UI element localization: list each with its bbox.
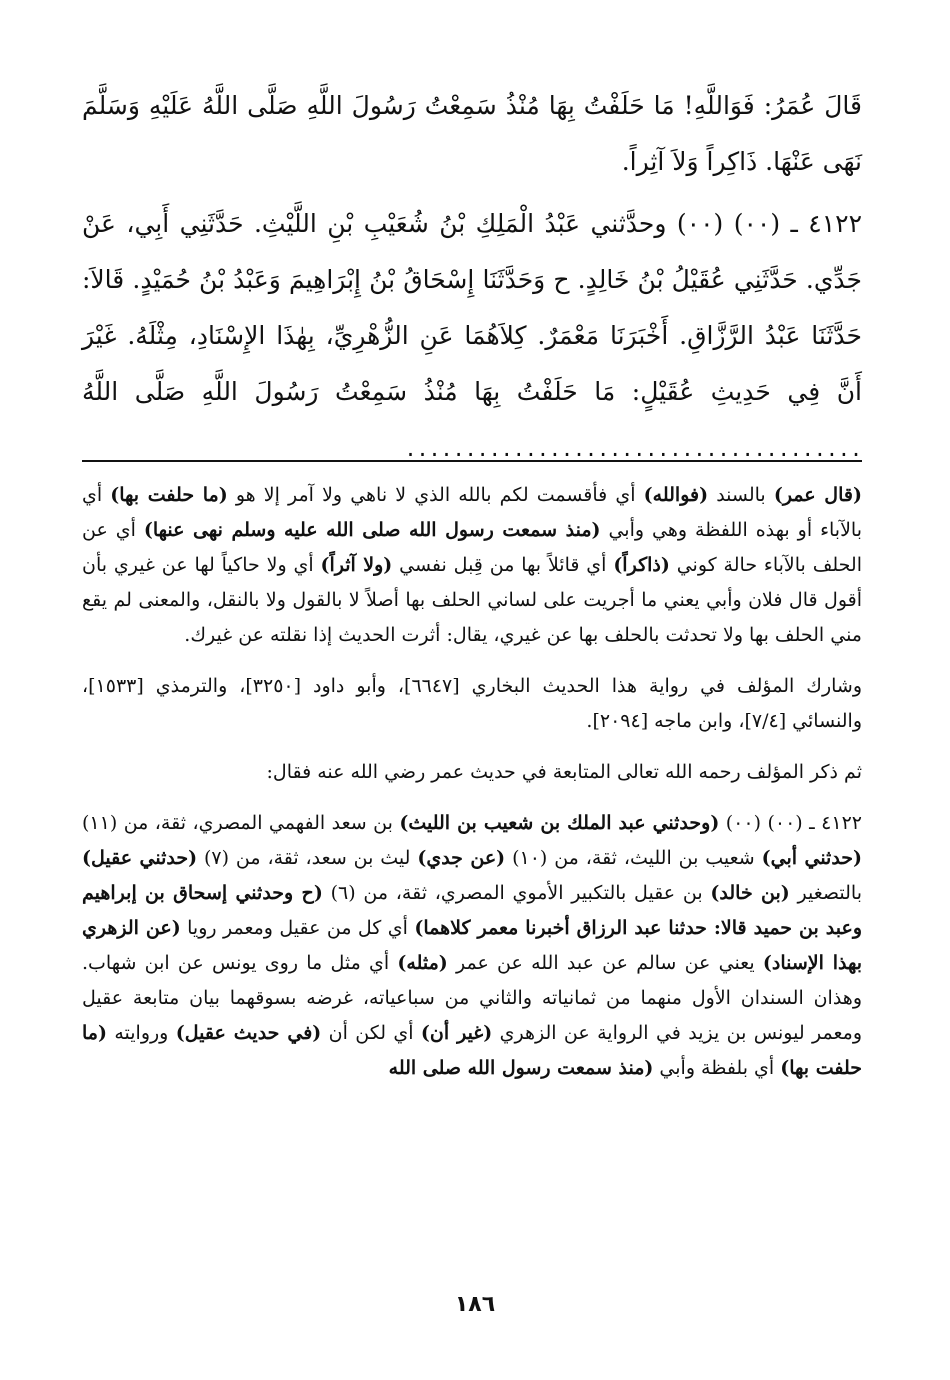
commentary-run: أي لكن أن: [321, 1022, 421, 1044]
footnote-divider: [82, 460, 862, 462]
bold-quote: (ما حلفت بها): [110, 484, 228, 506]
hadith-isnad-text: ٤١٢٢ ـ (٠٠) (٠٠) وحدَّثني عَبْدُ الْمَلِكِ بْنُ شُعَيْبِ بْنِ اللَّيْثِ. حَدَّثَنِي أَبِي، عَنْ جَدِّي. حَدَّثَنِي عُقَيْلُ بْنُ خَالِدٍ. ح وَحَدَّثَنَا إِسْحَاقُ بْنُ إِبْرَاهِيمَ وَعَبْدُ بْنُ حُمَيْدٍ. قَالاَ: حَدَّثَنَا عَبْدُ الرَّزَّاقِ. أَخْبَرَنَا مَعْمَرٌ. كِلاَهُمَا عَنِ الزُّهْرِيِّ، بِهٰذَا الإِسْنَادِ، مِثْلَهُ. غَيْرَ أَنَّ فِي حَدِيثِ عُقَيْلٍ: مَا حَلَفْتُ بِهَا مُنْذُ سَمِعْتُ رَسُولَ اللَّهِ صَلَّى اللَّهُ: [82, 209, 862, 406]
hadith-text: [82, 78, 862, 477]
commentary-paragraph-3: [82, 755, 862, 790]
bold-quote: (مثله): [397, 952, 448, 974]
bold-quote: (بن خالد): [710, 882, 790, 904]
commentary-run: أي بالآباء أو بهذه اللفظة وهي وأبي: [82, 484, 862, 541]
commentary-paragraph-1: [82, 478, 862, 653]
commentary-paragraph-2: [82, 669, 862, 739]
bold-quote: (غير أن): [420, 1022, 493, 1044]
commentary-run: يعني عن سالم عن عبد الله عن عمر: [447, 952, 763, 974]
commentary-run: وشارك المؤلف في رواية هذا الحديث البخاري [٦٦٤٧]، وأبو داود [٣٢٥٠]، والترمذي [١٥٣٣]، والنسائي [٧/٤]، وابن ماجه [٢٠٩٤].: [82, 675, 862, 732]
bold-quote: (قال عمر): [773, 484, 862, 506]
bold-quote: (ما حلفت بها): [82, 1022, 862, 1079]
ellipsis-dots: ......................................: [404, 437, 862, 461]
hadith-paragraph-1: قَالَ عُمَرُ: فَوَاللَّهِ! مَا حَلَفْتُ بِهَا مُنْذُ سَمِعْتُ رَسُولَ اللَّهِ صَلَّى اللَّهُ عَلَيْهِ وَسَلَّمَ نَهَى عَنْهَا. ذَاكِراً وَلاَ آثِراً.: [82, 91, 862, 176]
commentary-run: أي فأقسمت لكم بالله الذي لا ناهي ولا آمر إلا هو: [227, 484, 644, 506]
commentary-text: [82, 478, 862, 1086]
bold-quote: (منذ سمعت رسول الله صلى الله عليه وسلم نهى عنها): [143, 519, 601, 541]
hadith-paragraph-2: [82, 196, 862, 477]
commentary-run: شعيب بن الليث، ثقة، من (١٠): [505, 847, 762, 869]
commentary-run: ثم ذكر المؤلف رحمه الله تعالى المتابعة في حديث عمر رضي الله عنه فقال:: [266, 761, 862, 783]
commentary-run: أي مثل ما روى يونس عن ابن شهاب. وهذان السندان الأول منهما من ثمانياته والثاني من سباعياته، غرضه بسوقهما بيان متابعة عقيل ومعمر ليونس بن يزيد في الرواية عن الزهري: [82, 952, 863, 1044]
commentary-run: بالسند: [708, 484, 774, 506]
commentary-run: أي قائلاً بها من قِبل نفسي: [392, 554, 614, 576]
bold-quote: (ولا آثراً): [320, 554, 393, 576]
commentary-run: أي ولا حاكياً لها عن غيري بأن أقول قال فلان وأبي يعني ما أجريت على لساني الحلف بها أصلاً لا بالقول ولا بالنقل، والمعنى لم يقع مني الحلف بها ولا تحدثت بالحلف بها عن غيري، يقال: أثرت الحديث إذا نقلته عن غيرك.: [82, 554, 862, 646]
commentary-paragraph-4: [82, 806, 862, 1086]
bold-quote: (عن جدي): [417, 847, 506, 869]
bold-quote: (وحدثني عبد الملك بن شعيب بن الليث): [399, 812, 720, 834]
commentary-run: أي عن الحلف بالآباء حالة كوني: [82, 519, 863, 576]
commentary-run: بن سعد الفهمي المصري، ثقة، من (١١): [82, 812, 400, 834]
bold-quote: (فوالله): [643, 484, 709, 506]
bold-quote: (حدثني أبي): [761, 847, 863, 869]
bold-quote: (في حديث عقيل): [175, 1022, 322, 1044]
bold-quote: (حدثني عقيل): [82, 847, 198, 869]
bold-quote: (ذاكراً): [613, 554, 670, 576]
commentary-run: بالتصغير: [789, 882, 862, 904]
commentary-run: ٤١٢٢ ـ (٠٠) (٠٠): [719, 812, 862, 834]
bold-quote: (ح وحدثني إسحاق بن إبراهيم وعبد بن حميد قالا: حدثنا عبد الرزاق أخبرنا معمر كلاهما): [82, 882, 862, 939]
bold-quote: (منذ سمعت رسول الله صلى الله: [388, 1057, 654, 1079]
commentary-run: وروايته: [106, 1022, 176, 1044]
commentary-run: بن عقيل بالتكبير الأموي المصري، ثقة، من (٦): [322, 882, 711, 904]
commentary-run: أي كل من عقيل ومعمر رويا: [180, 917, 415, 939]
commentary-run: ليث بن سعد، ثقة، من (٧): [197, 847, 418, 869]
commentary-run: أي بلفظة وأبي: [653, 1057, 781, 1079]
bold-quote: (عن الزهري بهذا الإسناد): [82, 917, 862, 974]
page-number: ١٨٦: [454, 1292, 496, 1317]
